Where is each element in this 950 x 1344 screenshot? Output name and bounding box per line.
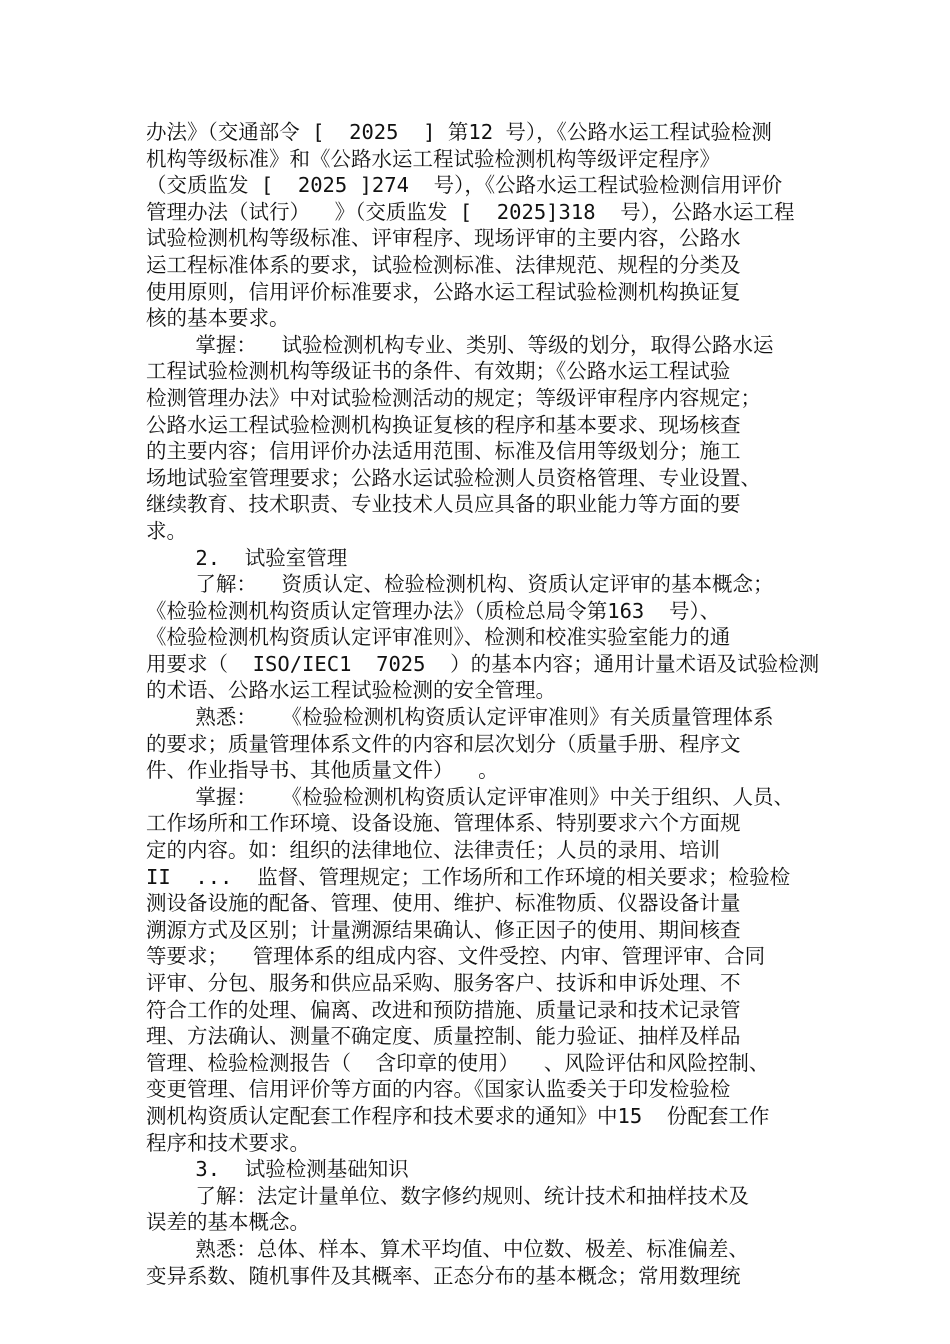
text-line: 核的基本要求。	[146, 306, 290, 331]
text-line: （交质监发 [ 2025 ]274 号），《公路水运工程试验检测信用评价	[146, 173, 783, 198]
text-line: 机构等级标准》和《公路水运工程试验检测机构等级评定程序》	[146, 146, 720, 171]
text-line: 运工程标准体系的要求，试验检测标准、法律规范、规程的分类及	[146, 252, 741, 277]
text-line: 熟悉：总体、样本、算术平均值、中位数、极差、标准偏差、	[146, 1236, 749, 1261]
text-line: 定的内容。如：组织的法律地位、法律责任；人员的录用、培训	[146, 838, 720, 863]
document-body	[146, 119, 820, 1289]
text-line: 办法》（交通部令 [ 2025 ] 第12 号），《公路水运工程试验检测	[146, 120, 772, 144]
text-line: 《检验检测机构资质认定评审准则》、检测和校准实验室能力的通	[146, 625, 731, 650]
text-line: 评审、分包、服务和供应品采购、服务客户、技诉和申诉处理、不	[146, 971, 741, 995]
text-line: 掌握： 《检验检测机构资质认定评审准则》中关于组织、人员、	[146, 784, 795, 809]
text-line: 用要求（ ISO/IEC1 7025 ）的基本内容；通用计量术语及试验检测	[146, 651, 820, 676]
text-line: 管理、检验检测报告（ 含印章的使用） 、风险评估和风险控制、	[146, 1050, 770, 1075]
text-line: 测设备设施的配备、管理、使用、维护、标准物质、仪器设备计量	[146, 891, 741, 916]
text-line: 的主要内容；信用评价办法适用范围、标准及信用等级划分；施工	[146, 439, 741, 464]
text-line: 掌握： 试验检测机构专业、类别、等级的划分，取得公路水运	[146, 332, 774, 357]
section-heading: 2. 试验室管理	[146, 545, 348, 570]
text-line: 理、方法确认、测量不确定度、质量控制、能力验证、抽样及样品	[146, 1024, 741, 1049]
text-line: 工程试验检测机构等级证书的条件、有效期；《公路水运工程试验	[146, 359, 731, 384]
text-line: 工作场所和工作环境、设备设施、管理体系、特别要求六个方面规	[146, 811, 741, 836]
text-line: II ... 监督、管理规定；工作场所和工作环境的相关要求；检验检	[146, 864, 791, 889]
text-line: 求。	[146, 518, 187, 543]
text-line: 检测管理办法》中对试验检测活动的规定；等级评审程序内容规定；	[146, 385, 761, 410]
text-line: 变更管理、信用评价等方面的内容。《国家认监委关于印发检验检	[146, 1077, 731, 1102]
text-line: 继续教育、技术职责、专业技术人员应具备的职业能力等方面的要	[146, 492, 741, 517]
text-line: 了解： 资质认定、检验检测机构、资质认定评审的基本概念；	[146, 572, 774, 597]
text-line: 使用原则，信用评价标准要求，公路水运工程试验检测机构换证复	[146, 279, 741, 304]
text-line: 的术语、公路水运工程试验检测的安全管理。	[146, 678, 556, 703]
text-line: 了解：法定计量单位、数字修约规则、统计技术和抽样技术及	[146, 1183, 749, 1208]
text-line: 试验检测机构等级标准、评审程序、现场评审的主要内容，公路水	[146, 226, 741, 251]
text-line: 熟悉： 《检验检测机构资质认定评审准则》有关质量管理体系	[146, 705, 774, 730]
section-heading: 3. 试验检测基础知识	[146, 1157, 409, 1182]
text-line: 测机构资质认定配套工作程序和技术要求的通知》中15 份配套工作	[146, 1103, 770, 1128]
text-line: 件、作业指导书、其他质量文件） 。	[146, 758, 499, 783]
text-line: 误差的基本概念。	[146, 1210, 310, 1235]
text-line: 公路水运工程试验检测机构换证复核的程序和基本要求、现场核查	[146, 412, 741, 437]
text-line: 管理办法（试行） 》（交质监发 [ 2025]318 号），公路水运工程	[146, 199, 795, 224]
text-line: 的要求；质量管理体系文件的内容和层次划分（质量手册、程序文	[146, 731, 741, 756]
text-line: 符合工作的处理、偏离、改进和预防措施、质量记录和技术记录管	[146, 997, 741, 1022]
text-line: 溯源方式及区别；计量溯源结果确认、修正因子的使用、期间核查	[146, 917, 741, 942]
text-line: 变异系数、随机事件及其概率、正态分布的基本概念；常用数理统	[146, 1263, 741, 1288]
text-line: 等要求； 管理体系的组成内容、文件受控、内审、管理评审、合同	[146, 944, 766, 969]
text-line: 场地试验室管理要求；公路水运试验检测人员资格管理、专业设置、	[146, 465, 761, 490]
text-line: 程序和技术要求。	[146, 1130, 310, 1155]
text-line: 《检验检测机构资质认定管理办法》（质检总局令第163 号）、	[146, 598, 721, 623]
